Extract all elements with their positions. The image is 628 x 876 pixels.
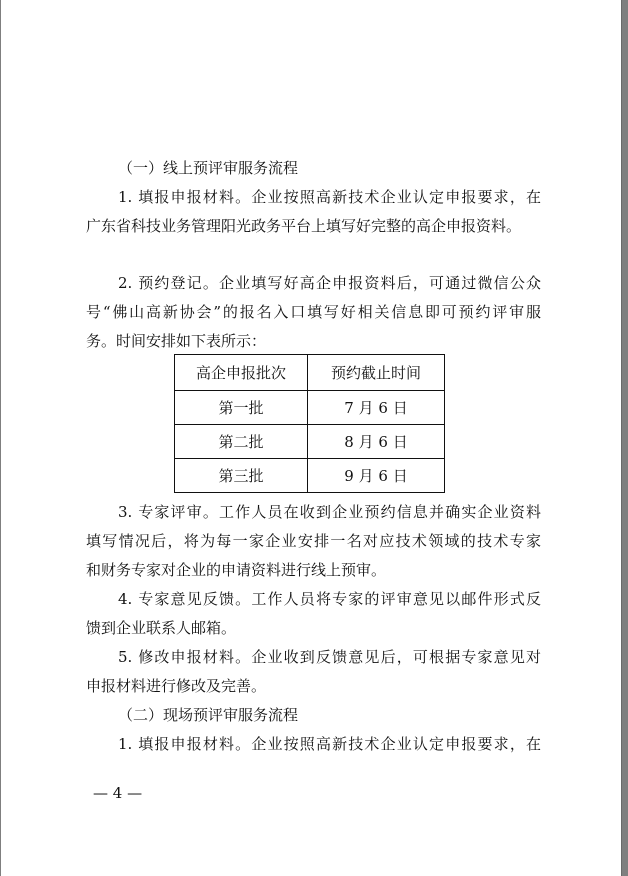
section1-item2-line1: 2. 预约登记。企业填写好高企申报资料后，可通过微信公众	[118, 274, 541, 292]
section2-heading: （二）现场预评审服务流程	[118, 706, 299, 724]
table-cell-batch: 第二批	[175, 425, 308, 459]
section1-item2-line2: 号“佛山高新协会”的报名入口填写好相关信息即可预约评审服	[86, 303, 541, 321]
section1-item3-line1: 3. 专家评审。工作人员在收到企业预约信息并确实企业资料	[118, 503, 541, 521]
section1-item1-line2: 广东省科技业务管理阳光政务平台上填写好完整的高企申报资料。	[86, 217, 522, 235]
section1-item3-line3: 和财务专家对企业的申请资料进行线上预审。	[86, 561, 387, 579]
table-cell-deadline: 7 月 6 日	[308, 391, 445, 425]
section1-item2-line3: 务。时间安排如下表所示：	[86, 332, 267, 350]
section1-item3-line2: 填写情况后，将为每一家企业安排一名对应技术领域的技术专家	[86, 532, 541, 550]
section1-heading: （一）线上预评审服务流程	[118, 159, 299, 177]
document-page	[1, 0, 622, 876]
schedule-table	[174, 354, 445, 493]
table-header-batch: 高企申报批次	[175, 355, 308, 391]
section1-item4-line1: 4. 专家意见反馈。工作人员将专家的评审意见以邮件形式反	[118, 590, 541, 608]
table-cell-batch: 第三批	[175, 459, 308, 493]
section2-item1-line1: 1. 填报申报材料。企业按照高新技术企业认定申报要求，在	[118, 735, 541, 753]
table-row	[175, 425, 445, 459]
table-cell-deadline: 9 月 6 日	[308, 459, 445, 493]
section1-item5-line1: 5. 修改申报材料。企业收到反馈意见后，可根据专家意见对	[118, 648, 541, 666]
table-cell-deadline: 8 月 6 日	[308, 425, 445, 459]
section1-item5-line2: 申报材料进行修改及完善。	[86, 677, 267, 695]
table-row	[175, 391, 445, 425]
table-cell-batch: 第一批	[175, 391, 308, 425]
table-row	[175, 459, 445, 493]
table-header-row	[175, 355, 445, 391]
page-number: — 4 —	[93, 784, 143, 802]
table-header-deadline: 预约截止时间	[308, 355, 445, 391]
section1-item1-line1: 1. 填报申报材料。企业按照高新技术企业认定申报要求，在	[118, 188, 541, 206]
section1-item4-line2: 馈到企业联系人邮箱。	[86, 619, 237, 637]
